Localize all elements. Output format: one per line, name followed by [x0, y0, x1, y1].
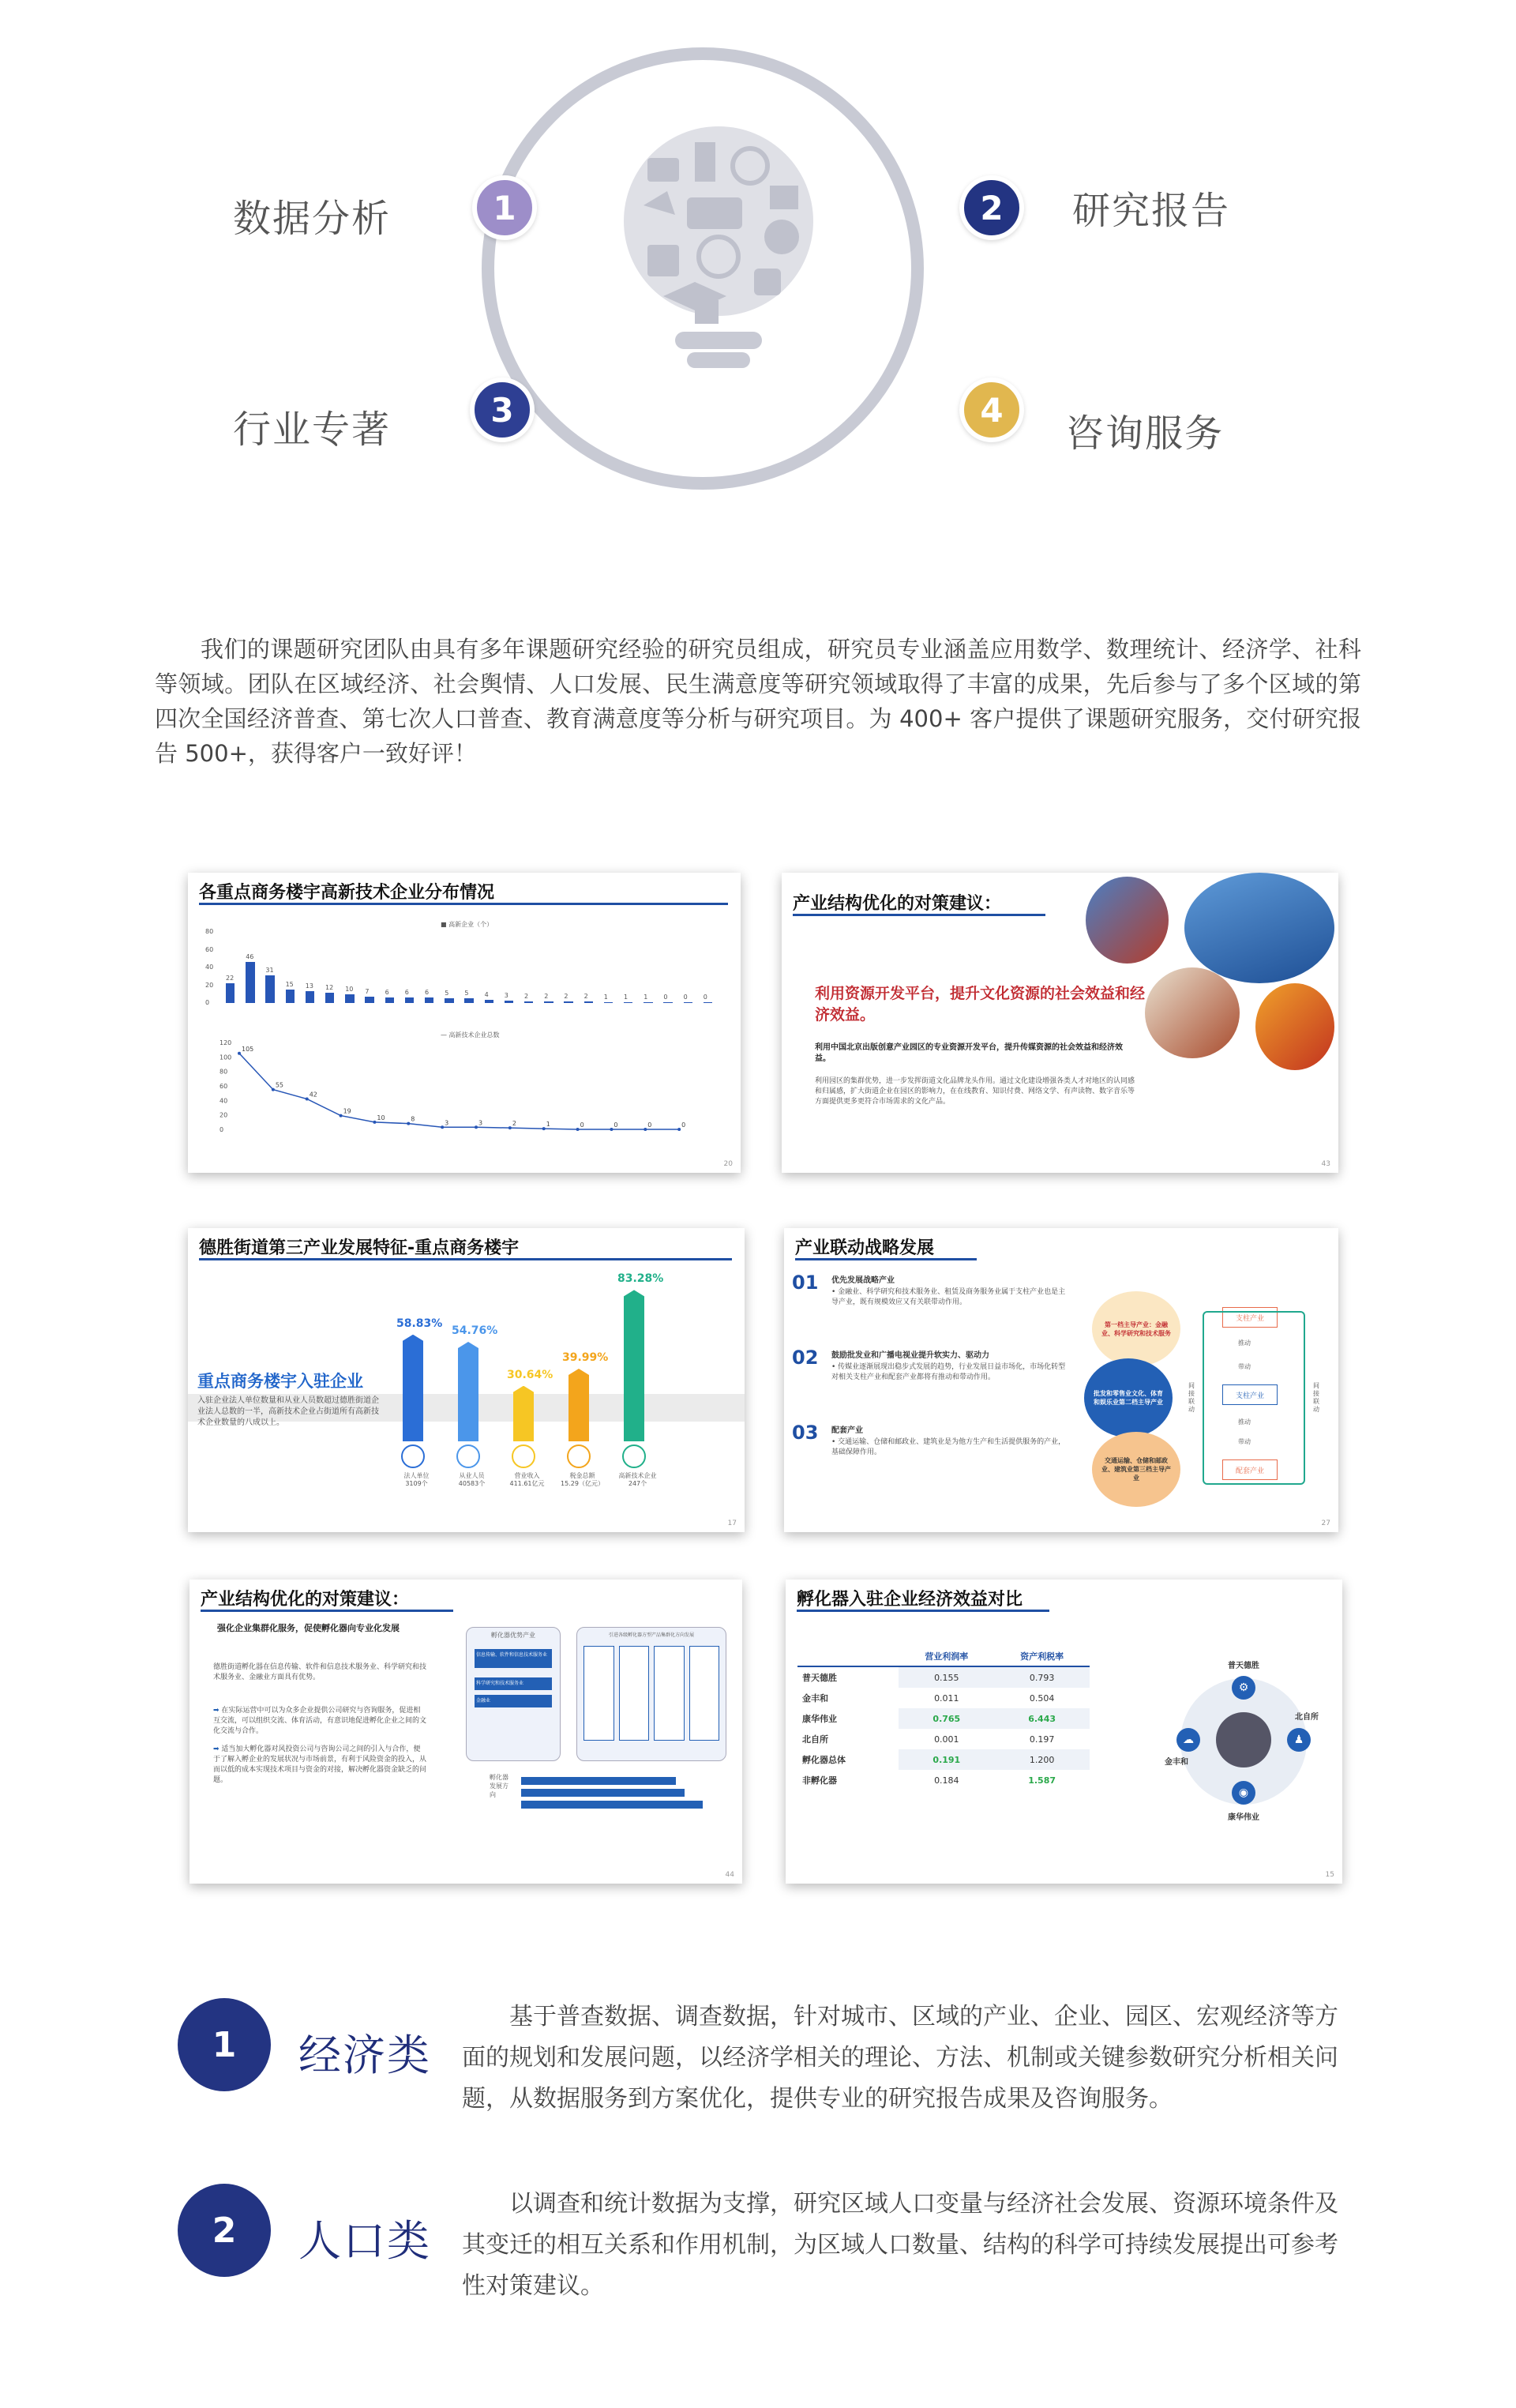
- metric-label: 从业人员: [459, 1472, 485, 1479]
- slide-body: 德胜街道孵化器在信息传输、软件和信息技术服务业、科学研究和技术服务业、金融业方面具有优势。: [213, 1663, 427, 1681]
- item-number: 03: [792, 1422, 819, 1444]
- slide-title: 产业结构优化的对策建议：: [793, 894, 1002, 914]
- bar-value-label: 31: [265, 967, 274, 975]
- bar: [624, 1002, 632, 1003]
- bar-value-label: 3: [504, 991, 508, 999]
- slide-title: 孵化器入驻企业经济效益对比: [797, 1590, 1023, 1610]
- pct-value: 39.99%: [562, 1351, 609, 1364]
- metric-sub: 15.29（亿元）: [561, 1480, 604, 1487]
- intro-paragraph: 我们的课题研究团队由具有多年课题研究经验的研究员组成，研究员专业涵盖应用数学、数理统计、经济学、社科等领域。团队在区域经济、社会舆情、人口发展、民生满意度等研究领域取得了丰富的成果，先后参与了多个区域的第四次全国经济普查、第七次人口普查、教育满意度等分析与研究项目。为 400+ 客户提供了课题研究服务，交付研究报告 500+，获得客户一致好评！: [155, 636, 1361, 767]
- pct-bar: [568, 1369, 589, 1441]
- bar-value-label: 2: [524, 992, 529, 1000]
- slide-title: 各重点商务楼宇高新技术企业分布情况: [199, 883, 495, 903]
- line-legend: — 高新技术企业总数: [441, 1031, 500, 1039]
- page-number: 43: [1321, 1160, 1330, 1168]
- bar-value-label: 1: [644, 993, 648, 1001]
- tier3-circle: 交通运输、仓储和邮政业、建筑业第三档主导产业: [1092, 1432, 1180, 1507]
- metric-label: 高新技术企业: [618, 1472, 657, 1479]
- pct-bar: [403, 1335, 423, 1441]
- point-label: 42: [309, 1091, 317, 1099]
- y-tick: 120: [220, 1039, 232, 1046]
- metric-icon: [512, 1444, 535, 1468]
- bar: [604, 1002, 613, 1003]
- slide-title: 德胜街道第三产业发展特征-重点商务楼宇: [199, 1238, 520, 1258]
- direction-arrows: [521, 1777, 703, 1820]
- bar-value-label: 12: [325, 983, 334, 991]
- table-cell: 1.200: [994, 1749, 1090, 1770]
- bar: [445, 998, 453, 1003]
- bar-value-label: 0: [703, 994, 707, 1001]
- table-cell: 0.001: [934, 1734, 959, 1745]
- line-chart: [220, 1039, 717, 1157]
- slide-title: 产业联动战略发展: [795, 1238, 935, 1258]
- category-text-1: 基于普查数据、调查数据，针对城市、区域的产业、企业、园区、宏观经济等方面的规划和发展问题，以经济学相关的理论、方法、机制或关键参数研究分析相关问题，从数据服务到方案优化，提供专业的研究报告成果及咨询服务。: [462, 2003, 1338, 2113]
- item-number: 01: [792, 1272, 819, 1294]
- bullet-item: ➡ 适当加大孵化器对风投资公司与咨询公司之间的引入与合作，便于了解入孵企业的发展状况与市场前景，有利于风险资金的投入，从而以低的成本实现技术项目与资金的对接，解决孵化器资金缺乏的问题。: [213, 1745, 427, 1784]
- y-tick: 0: [205, 999, 210, 1006]
- slide-business-buildings: [188, 1228, 745, 1532]
- feature-label-3: 行业专著: [233, 408, 392, 452]
- bar: [544, 1001, 553, 1003]
- data-point: [475, 1125, 478, 1129]
- bar: [644, 1002, 652, 1003]
- table-cell: 金丰和: [802, 1693, 828, 1704]
- table-row: [797, 1729, 1090, 1749]
- bar: [584, 1001, 593, 1003]
- bar: [246, 962, 254, 1003]
- bar: [405, 997, 414, 1003]
- direction-label: 孵化器发展方向: [490, 1774, 508, 1798]
- point-label: 0: [580, 1121, 584, 1129]
- title-underline: [201, 1610, 453, 1612]
- arrow-label-5: 间接联动: [1188, 1382, 1195, 1413]
- item-heading: 优先发展战略产业: [831, 1276, 895, 1285]
- data-point: [644, 1128, 647, 1131]
- tier2-circle: 批发和零售业文化、体育和娱乐业第二档主导产业: [1084, 1358, 1173, 1437]
- metric-label: 税金总额: [569, 1472, 595, 1479]
- bar: [505, 1001, 513, 1003]
- y-tick: 20: [205, 981, 214, 989]
- arrow-label-1: 推动: [1238, 1339, 1251, 1347]
- table-cell: 0.155: [899, 1666, 994, 1688]
- data-point: [508, 1126, 512, 1129]
- bar: [485, 1000, 493, 1004]
- category-text-2: 以调查和统计数据为支撑，研究区域人口变量与经济社会发展、资源环境条件及其变迁的相互关系和作用机制，为区域人口数量、结构的科学可持续发展提出可参考性对策建议。: [462, 2190, 1338, 2300]
- development-panel: 引进各级孵化器方型产品集群化方向发展: [576, 1627, 726, 1761]
- bar: [325, 993, 334, 1004]
- table-header: 资产利税率: [994, 1647, 1090, 1666]
- data-point: [238, 1052, 241, 1055]
- bar-value-label: 6: [425, 989, 430, 997]
- pct-value: 58.83%: [396, 1317, 443, 1330]
- slide-body: 入驻企业法人单位数量和从业人员数超过德胜街道企业法人总数的一半，高新技术企业占街道所有高新技术企业数量的八成以上。: [197, 1396, 379, 1427]
- wheel-label-1: 普天德胜: [1228, 1662, 1259, 1670]
- item-body: • 传媒业逐渐展现出稳步式发展的趋势，行业发展日益市场化，市场化转型对相关支柱产业和配套产业都将有推动和带动作用。: [831, 1363, 1066, 1381]
- center-photo: [1216, 1712, 1271, 1767]
- point-label: 19: [343, 1107, 351, 1115]
- item-body: • 金融业、科学研究和技术服务业、租赁及商务服务业属于支柱产业也是主导产业，既有规模效应又有关联带动作用。: [831, 1288, 1066, 1306]
- metric-sub: 40583个: [458, 1480, 486, 1487]
- arrow-label-4: 带动: [1238, 1438, 1251, 1445]
- item-body: • 交通运输、仓储和邮政业、建筑业是为他方生产和生活提供服务的产业，基础保障作用。: [831, 1438, 1066, 1456]
- table-row: [797, 1688, 1090, 1708]
- percentage-bars: [396, 1260, 734, 1497]
- bar-chart: [205, 928, 719, 1019]
- slide-heading: 重点商务楼宇入驻企业: [197, 1372, 363, 1391]
- bar-value-label: 1: [624, 993, 629, 1001]
- table-header: [797, 1647, 899, 1666]
- table-cell: 0.197: [1029, 1734, 1055, 1745]
- bar: [663, 1002, 672, 1003]
- y-tick: 60: [220, 1083, 228, 1090]
- table-cell: 0.765: [899, 1708, 994, 1729]
- table-cell: 康华伟业: [802, 1714, 837, 1724]
- page-number: 17: [727, 1520, 737, 1527]
- wheel-label-2: 北自所: [1295, 1713, 1319, 1722]
- bar-value-label: 10: [345, 985, 354, 993]
- pillar-box-1: 支柱产业: [1222, 1307, 1278, 1328]
- metric-icon: [456, 1444, 480, 1468]
- arrow-label-2: 带动: [1238, 1363, 1251, 1370]
- series-line: [239, 1054, 679, 1129]
- slide-headline: 利用资源开发平台，提升文化资源的社会效益和经济效益。: [815, 985, 1146, 1024]
- bar: [226, 983, 235, 1003]
- metric-label: 营业收入: [514, 1472, 540, 1479]
- point-label: 55: [275, 1081, 284, 1089]
- pct-bar: [458, 1342, 478, 1441]
- tier1-circle: 第一档主导产业：金融业、科学研究和技术服务: [1092, 1291, 1180, 1366]
- bar: [684, 1002, 692, 1003]
- item-heading: 鼓励批发业和广播电视业提升软实力、驱动力: [831, 1351, 989, 1360]
- point-label: 105: [242, 1045, 254, 1053]
- slide-resource-platform: [782, 873, 1338, 1173]
- item-number: 02: [792, 1347, 819, 1369]
- data-point: [340, 1114, 343, 1118]
- table-cell: 普天德胜: [802, 1673, 837, 1683]
- cloud-icon: ☁: [1176, 1728, 1200, 1752]
- arrow-label-6: 间接联动: [1313, 1382, 1319, 1413]
- bar-value-label: 46: [246, 953, 254, 961]
- point-label: 8: [411, 1115, 415, 1123]
- table-row: [797, 1749, 1090, 1770]
- metric-icon: [622, 1444, 646, 1468]
- pct-value: 83.28%: [617, 1272, 664, 1286]
- title-underline: [795, 1258, 977, 1260]
- category-badge-2: 2: [178, 2184, 271, 2277]
- feature-badge-3: 3: [470, 378, 535, 442]
- bar-value-label: 4: [484, 990, 489, 998]
- camera-icon: ◉: [1232, 1781, 1255, 1805]
- bar-value-label: 2: [584, 992, 588, 1000]
- y-tick: 80: [205, 928, 214, 935]
- item-heading: 配套产业: [831, 1426, 863, 1435]
- building-photo: [1086, 877, 1169, 964]
- bar: [464, 998, 473, 1003]
- bullet-list: [213, 1706, 426, 1786]
- feature-label-1: 数据分析: [233, 197, 392, 241]
- data-point: [677, 1128, 681, 1131]
- table-cell: 北自所: [802, 1734, 828, 1745]
- data-point: [610, 1128, 613, 1131]
- bar-value-label: 7: [365, 988, 370, 996]
- bar-value-label: 5: [445, 990, 449, 997]
- table-cell: 0.184: [934, 1775, 959, 1786]
- y-tick: 0: [220, 1126, 224, 1133]
- data-point: [576, 1128, 580, 1131]
- metric-sub: 3109个: [405, 1480, 428, 1487]
- lightbulb-icon: [600, 111, 837, 371]
- pct-value: 30.64%: [507, 1368, 553, 1381]
- y-tick: 80: [220, 1068, 228, 1076]
- bar: [564, 1001, 572, 1003]
- point-label: 10: [377, 1114, 385, 1121]
- benefit-table: [797, 1647, 1090, 1790]
- bar: [286, 990, 295, 1003]
- point-label: 0: [614, 1121, 618, 1129]
- slide-incubator-comparison: [786, 1580, 1342, 1884]
- y-tick: 20: [220, 1111, 228, 1119]
- linkage-frame: [1203, 1311, 1305, 1485]
- bookstore-photo: [1145, 967, 1240, 1058]
- table-row: [797, 1666, 1090, 1688]
- slide-heading: 强化企业集群化服务，促使孵化器向专业化发展: [217, 1623, 400, 1633]
- bar: [704, 1002, 712, 1003]
- point-label: 3: [445, 1119, 449, 1127]
- feature-badge-2: 2: [959, 175, 1024, 240]
- pct-value: 54.76%: [452, 1324, 498, 1337]
- table-cell: 非孵化器: [802, 1775, 837, 1786]
- table-row: [797, 1770, 1090, 1790]
- y-tick: 100: [220, 1054, 232, 1061]
- point-label: 0: [647, 1121, 652, 1129]
- table-header: 营业利润率: [899, 1647, 994, 1666]
- page-number: 44: [725, 1871, 734, 1879]
- metric-sub: 247个: [628, 1480, 647, 1487]
- wheel-label-4: 金丰和: [1165, 1758, 1188, 1767]
- metric-icon: [567, 1444, 591, 1468]
- title-underline: [793, 914, 1045, 916]
- y-tick: 60: [205, 945, 214, 953]
- slide-incubator-strategy: [190, 1580, 742, 1884]
- table-cell: 6.443: [994, 1708, 1090, 1729]
- feature-badge-1: 1: [472, 175, 537, 240]
- table-cell: 0.191: [899, 1749, 994, 1770]
- bar: [425, 997, 433, 1003]
- point-label: 2: [512, 1120, 516, 1128]
- bar: [265, 975, 274, 1003]
- bar-value-label: 1: [603, 993, 608, 1001]
- industry-box: 信息传输、软件和信息技术服务业: [475, 1649, 552, 1668]
- feature-label-2: 研究报告: [1072, 189, 1231, 233]
- metric-label: 法人单位: [403, 1472, 430, 1479]
- data-point: [441, 1125, 444, 1129]
- point-label: 0: [681, 1121, 686, 1129]
- bar: [524, 1001, 533, 1003]
- feature-badge-4: 4: [959, 378, 1024, 442]
- point-label: 3: [478, 1119, 483, 1127]
- page-number: 27: [1321, 1520, 1330, 1527]
- bar: [385, 997, 394, 1003]
- slide-industry-linkage: [784, 1228, 1338, 1532]
- data-point: [306, 1098, 309, 1101]
- slide-enterprise-distribution: [188, 873, 741, 1173]
- metric-sub: 411.61亿元: [509, 1480, 545, 1487]
- bar-value-label: 0: [683, 994, 688, 1001]
- person-icon: ♟: [1287, 1728, 1311, 1752]
- table-cell: 孵化器总体: [802, 1755, 846, 1765]
- bar: [365, 997, 373, 1003]
- point-label: 1: [546, 1121, 550, 1129]
- y-tick: 40: [220, 1097, 228, 1105]
- pct-bar: [513, 1386, 534, 1441]
- page-number: 15: [1325, 1871, 1334, 1879]
- title-underline: [797, 1610, 1049, 1612]
- chart-legend: ■ 高新企业（个）: [441, 921, 493, 928]
- data-point: [407, 1122, 410, 1125]
- bar: [345, 994, 354, 1003]
- slide-title: 产业结构优化的对策建议：: [201, 1590, 410, 1610]
- table-cell: 0.011: [934, 1692, 959, 1704]
- industry-box: 科学研究和技术服务业: [475, 1677, 552, 1690]
- table-cell: 0.504: [1029, 1692, 1055, 1704]
- bar-value-label: 22: [226, 975, 235, 982]
- category-title-1: 经济类: [298, 2030, 431, 2080]
- bar-value-label: 15: [285, 981, 294, 989]
- pillar-box-2: 支柱产业: [1222, 1384, 1278, 1405]
- table-cell: 1.587: [1028, 1775, 1056, 1786]
- arrow-label-3: 推动: [1238, 1418, 1251, 1426]
- industry-box: 金融业: [475, 1695, 552, 1707]
- wheel-label-3: 康华伟业: [1228, 1813, 1259, 1822]
- shopfront-photo: [1255, 983, 1334, 1070]
- slide-bold-text: 利用中国北京出版创意产业园区的专业资源开发平台，提升传媒资源的社会效益和经济效益。: [815, 1043, 1123, 1063]
- bar-value-label: 2: [544, 992, 549, 1000]
- bar: [306, 991, 314, 1003]
- page-number: 20: [723, 1160, 733, 1168]
- category-title-2: 人口类: [298, 2216, 431, 2266]
- tower-photo: [1184, 873, 1334, 983]
- bar-value-label: 13: [305, 982, 313, 990]
- y-tick: 40: [205, 964, 214, 971]
- category-badge-1: 1: [178, 1998, 271, 2091]
- pct-bar: [624, 1290, 644, 1441]
- bar-value-label: 0: [663, 994, 668, 1001]
- gear-icon: ⚙: [1232, 1676, 1255, 1700]
- bar-value-label: 5: [464, 990, 469, 997]
- bullet-item: ➡ 在实际运营中可以为众多企业提供公司研究与咨询服务，促进相互交流，可以组织交流、体育活动，有意识地促进孵化企业之间的文化交流与合作。: [213, 1707, 427, 1735]
- advantage-panel: 孵化器优势产业 信息传输、软件和信息技术服务业 科学研究和技术服务业 金融业: [466, 1627, 561, 1761]
- support-box: 配套产业: [1222, 1459, 1278, 1480]
- feature-label-4: 咨询服务: [1066, 411, 1225, 456]
- bar-value-label: 2: [564, 992, 568, 1000]
- bar-value-label: 6: [385, 989, 389, 997]
- data-point: [542, 1127, 546, 1130]
- metric-icon: [401, 1444, 425, 1468]
- data-point: [272, 1088, 275, 1091]
- table-cell: 0.793: [994, 1666, 1090, 1688]
- table-row: [797, 1708, 1090, 1729]
- bar-value-label: 6: [404, 989, 409, 997]
- data-point: [373, 1121, 376, 1124]
- title-underline: [199, 903, 728, 905]
- slide-body: 利用园区的集群优势，进一步发挥街道文化品牌龙头作用。通过文化建设增强各类人才对地区的认同感和归属感，扩大街道企业在园区的影响力，在在线教育、知识付费、网络文学、有声读物、数字音乐等方面提供更多更符合市场需求的文化产品。: [815, 1077, 1135, 1106]
